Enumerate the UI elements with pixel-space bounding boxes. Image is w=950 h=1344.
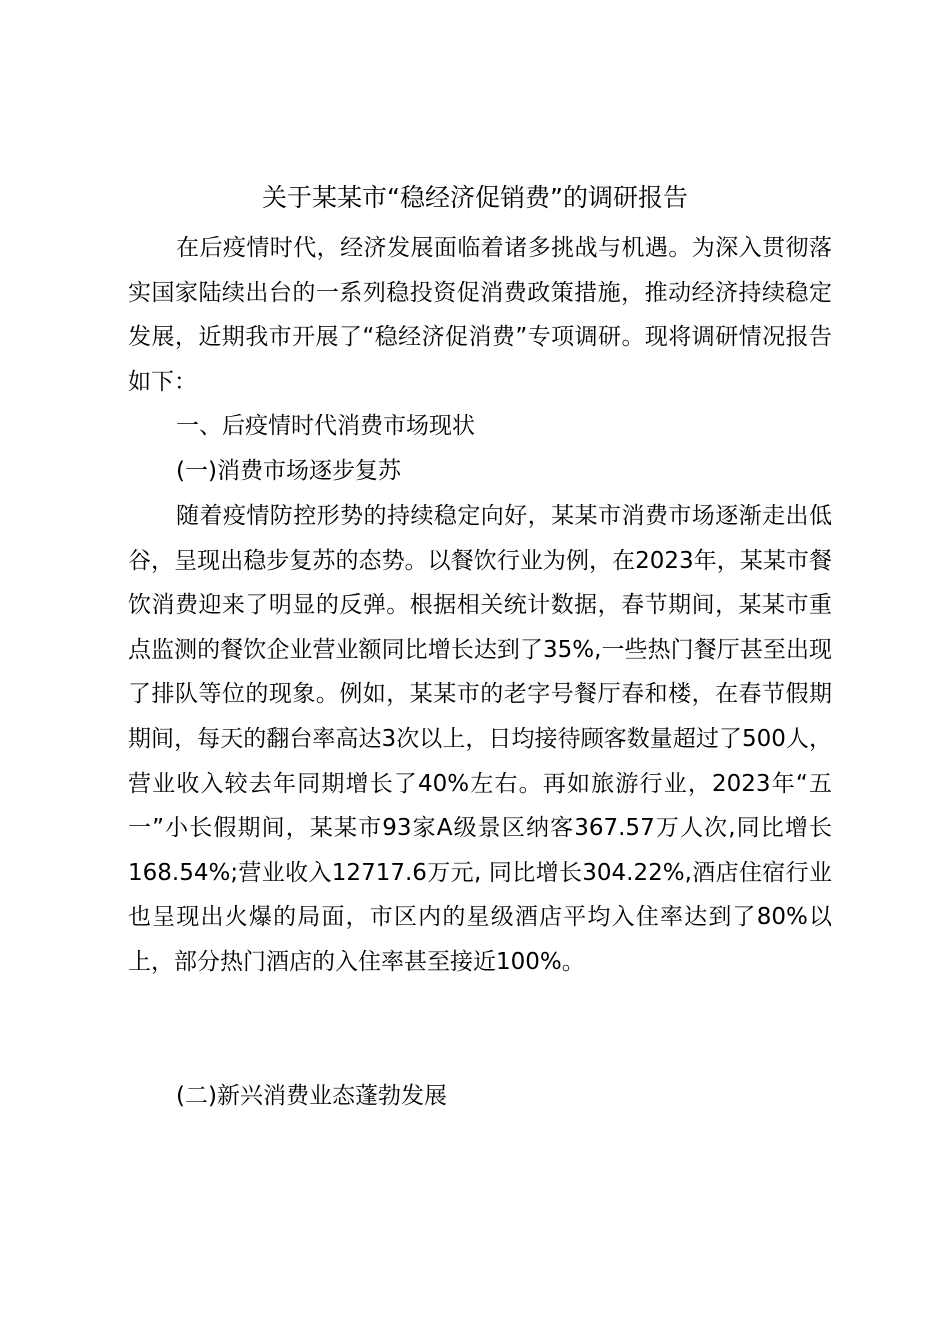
subsection-heading-2: (二)新兴消费业态蓬勃发展 [176,1083,447,1109]
section-heading-1: 一、后疫情时代消费市场现状 [176,413,475,439]
subsection-1-paragraph: 随着疫情防控形势的持续稳定向好，某某市消费市场逐渐走出低谷，呈现出稳步复苏的态势。以餐饮行业为例，在2023年，某某市餐饮消费迎来了明显的反弹。根据相关统计数据，春节期间，某某市重点监测的餐饮企业营业额同比增长达到了35%,一些热门餐厅甚至出现了排队等位的现象。例如，某某市的老字号餐厅春和楼，在春节假期期间，每天的翻台率高达3次以上，日均接待顾客数量超过了500人，营业收入较去年同期增长了40%左右。再如旅游行业，2023年“五一”小长假期间，某某市93家A级景区纳客367.57万人次,同比增长168.54%;营业收入12717.6万元, 同比增长304.22%,酒店住宿行业也呈现出火爆的局面，市区内的星级酒店平均入住率达到了80%以上，部分热门酒店的入住率甚至接近100%。 [128,503,832,975]
document-title: 关于某某市“稳经济促销费”的调研报告 [262,183,688,212]
subsection-heading-1: (一)消费市场逐步复苏 [176,458,401,484]
intro-paragraph: 在后疫情时代，经济发展面临着诸多挑战与机遇。为深入贯彻落实国家陆续出台的一系列稳投资促消费政策措施，推动经济持续稳定发展，近期我市开展了“稳经济促消费”专项调研。现将调研情况报告如下： [128,235,832,395]
